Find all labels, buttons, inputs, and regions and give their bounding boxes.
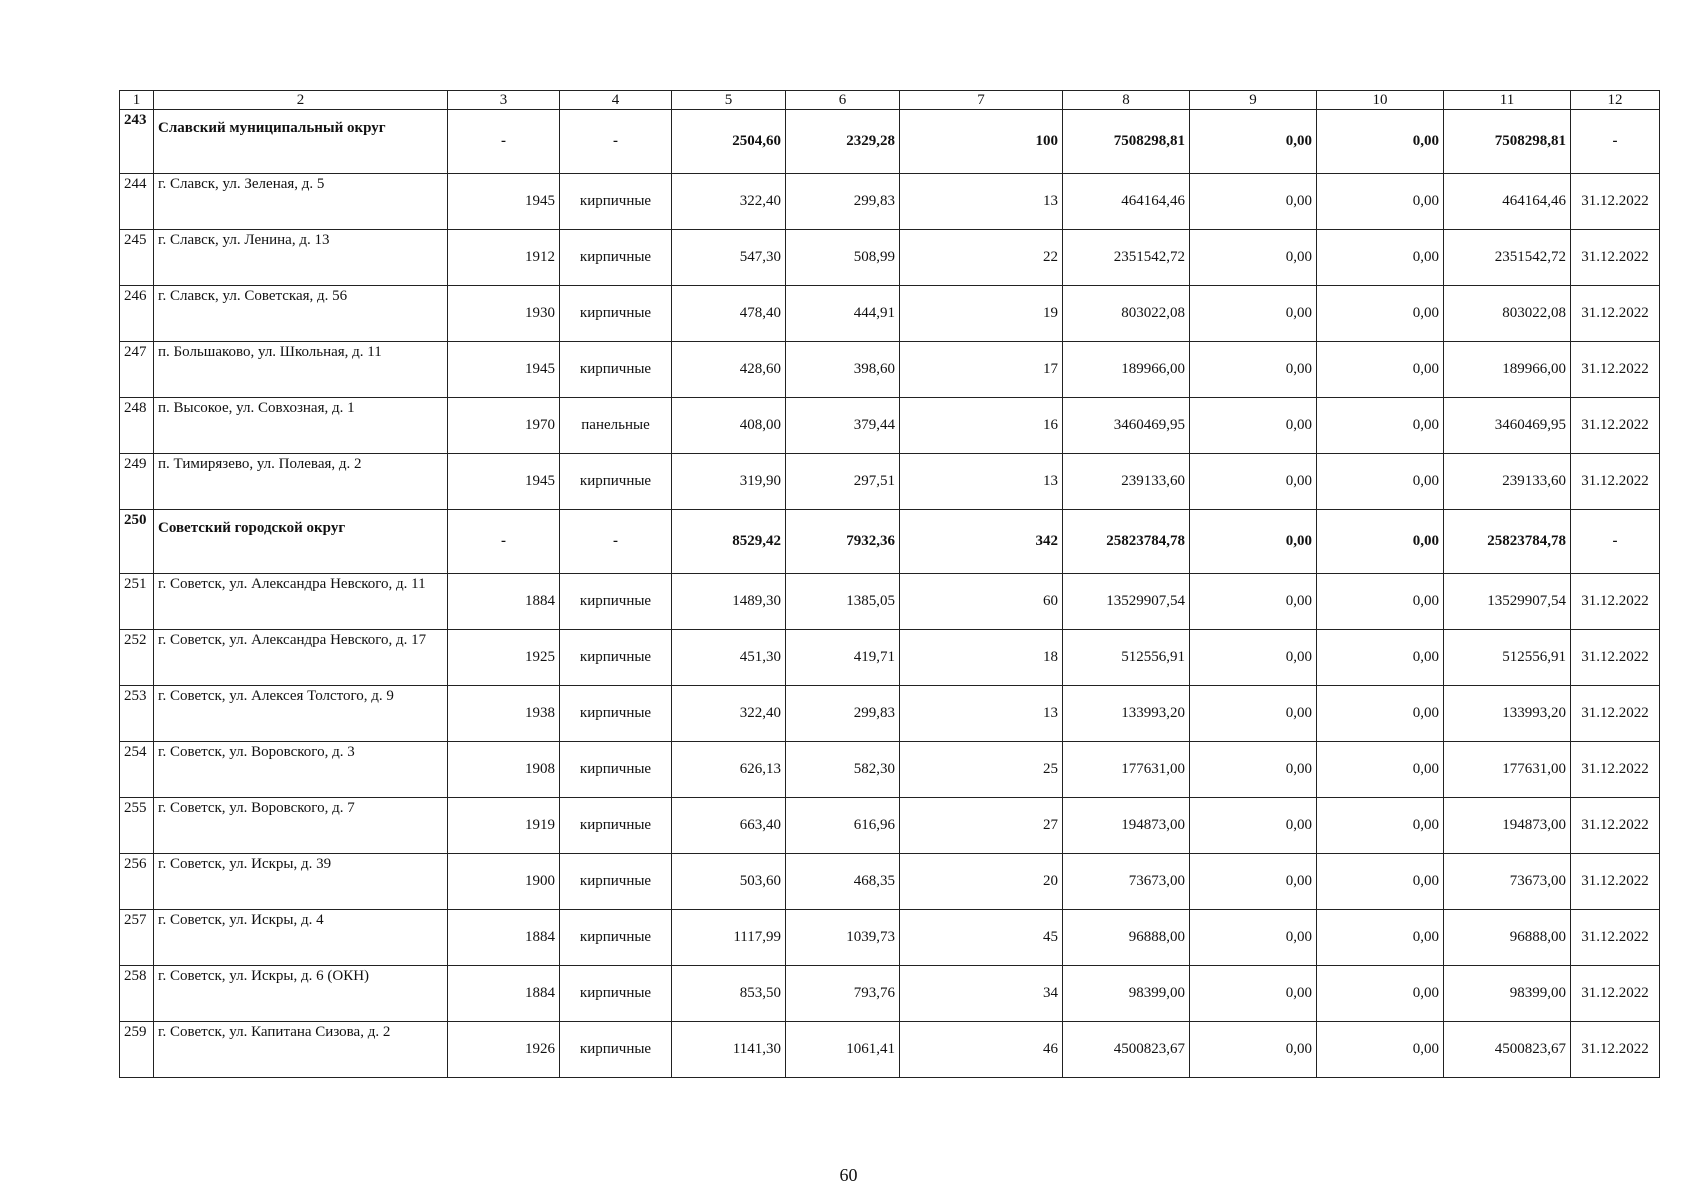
- address-cell: г. Советск, ул. Воровского, д. 7: [154, 798, 448, 854]
- total-area-cell: 853,50: [672, 966, 786, 1022]
- header-cell: 8: [1063, 91, 1190, 110]
- address-cell: г. Славск, ул. Ленина, д. 13: [154, 230, 448, 286]
- fund-cell: 0,00: [1190, 910, 1317, 966]
- deadline-cell: -: [1571, 110, 1660, 174]
- fund-cell: 0,00: [1317, 630, 1444, 686]
- living-area-cell: 793,76: [786, 966, 900, 1022]
- fund-cell: 0,00: [1190, 1022, 1317, 1078]
- total-area-cell: 503,60: [672, 854, 786, 910]
- deadline-cell: 31.12.2022: [1571, 798, 1660, 854]
- address-cell: г. Советск, ул. Алексея Толстого, д. 9: [154, 686, 448, 742]
- deadline-cell: 31.12.2022: [1571, 686, 1660, 742]
- address-cell: п. Тимирязево, ул. Полевая, д. 2: [154, 454, 448, 510]
- table-row: [120, 398, 1660, 454]
- residents-cell: 13: [900, 686, 1063, 742]
- fund-cell: 0,00: [1190, 686, 1317, 742]
- header-cell: 7: [900, 91, 1063, 110]
- residents-cell: 19: [900, 286, 1063, 342]
- row-number: 243: [120, 110, 154, 174]
- wall-material-cell: -: [560, 510, 672, 574]
- fund-cell: 0,00: [1317, 742, 1444, 798]
- wall-material-cell: кирпичные: [560, 798, 672, 854]
- year-cell: 1970: [448, 398, 560, 454]
- cost-cell: 98399,00: [1063, 966, 1190, 1022]
- row-number: 254: [120, 742, 154, 798]
- year-cell: -: [448, 510, 560, 574]
- living-area-cell: 444,91: [786, 286, 900, 342]
- cost-cell: 25823784,78: [1063, 510, 1190, 574]
- district-total-row: [120, 510, 1660, 574]
- living-area-cell: 468,35: [786, 854, 900, 910]
- table-row: [120, 854, 1660, 910]
- living-area-cell: 1061,41: [786, 1022, 900, 1078]
- row-number: 251: [120, 574, 154, 630]
- total-area-cell: 451,30: [672, 630, 786, 686]
- year-cell: 1884: [448, 574, 560, 630]
- address-cell: Славский муниципальный округ: [154, 110, 448, 174]
- wall-material-cell: кирпичные: [560, 342, 672, 398]
- year-cell: 1926: [448, 1022, 560, 1078]
- fund-cell: 0,00: [1190, 342, 1317, 398]
- wall-material-cell: панельные: [560, 398, 672, 454]
- total-cost-cell: 4500823,67: [1444, 1022, 1571, 1078]
- total-cost-cell: 25823784,78: [1444, 510, 1571, 574]
- deadline-cell: 31.12.2022: [1571, 398, 1660, 454]
- total-cost-cell: 464164,46: [1444, 174, 1571, 230]
- table-row: [120, 286, 1660, 342]
- residents-cell: 60: [900, 574, 1063, 630]
- row-number: 250: [120, 510, 154, 574]
- living-area-cell: 299,83: [786, 686, 900, 742]
- year-cell: 1884: [448, 910, 560, 966]
- living-area-cell: 508,99: [786, 230, 900, 286]
- fund-cell: 0,00: [1317, 110, 1444, 174]
- residents-cell: 16: [900, 398, 1063, 454]
- total-cost-cell: 133993,20: [1444, 686, 1571, 742]
- year-cell: -: [448, 110, 560, 174]
- cost-cell: 2351542,72: [1063, 230, 1190, 286]
- total-area-cell: 547,30: [672, 230, 786, 286]
- wall-material-cell: кирпичные: [560, 854, 672, 910]
- row-number: 248: [120, 398, 154, 454]
- deadline-cell: 31.12.2022: [1571, 174, 1660, 230]
- table-row: [120, 742, 1660, 798]
- table-row: [120, 174, 1660, 230]
- deadline-cell: 31.12.2022: [1571, 574, 1660, 630]
- table-row: [120, 230, 1660, 286]
- residents-cell: 13: [900, 174, 1063, 230]
- address-cell: п. Большаково, ул. Школьная, д. 11: [154, 342, 448, 398]
- total-area-cell: 478,40: [672, 286, 786, 342]
- deadline-cell: 31.12.2022: [1571, 854, 1660, 910]
- header-cell: 5: [672, 91, 786, 110]
- living-area-cell: 616,96: [786, 798, 900, 854]
- cost-cell: 3460469,95: [1063, 398, 1190, 454]
- residents-cell: 17: [900, 342, 1063, 398]
- living-area-cell: 582,30: [786, 742, 900, 798]
- header-cell: 6: [786, 91, 900, 110]
- cost-cell: 194873,00: [1063, 798, 1190, 854]
- table-body: [120, 110, 1660, 1078]
- row-number: 245: [120, 230, 154, 286]
- year-cell: 1900: [448, 854, 560, 910]
- year-cell: 1945: [448, 454, 560, 510]
- row-number: 257: [120, 910, 154, 966]
- deadline-cell: 31.12.2022: [1571, 286, 1660, 342]
- year-cell: 1945: [448, 342, 560, 398]
- residents-cell: 46: [900, 1022, 1063, 1078]
- row-number: 255: [120, 798, 154, 854]
- table-row: [120, 574, 1660, 630]
- cost-cell: 239133,60: [1063, 454, 1190, 510]
- fund-cell: 0,00: [1317, 854, 1444, 910]
- fund-cell: 0,00: [1190, 174, 1317, 230]
- total-cost-cell: 194873,00: [1444, 798, 1571, 854]
- deadline-cell: -: [1571, 510, 1660, 574]
- year-cell: 1908: [448, 742, 560, 798]
- cost-cell: 464164,46: [1063, 174, 1190, 230]
- cost-cell: 189966,00: [1063, 342, 1190, 398]
- address-cell: г. Советск, ул. Искры, д. 4: [154, 910, 448, 966]
- total-area-cell: 626,13: [672, 742, 786, 798]
- table-row: [120, 1022, 1660, 1078]
- fund-cell: 0,00: [1317, 574, 1444, 630]
- residents-cell: 27: [900, 798, 1063, 854]
- table-row: [120, 630, 1660, 686]
- header-cell: 12: [1571, 91, 1660, 110]
- fund-cell: 0,00: [1190, 742, 1317, 798]
- fund-cell: 0,00: [1190, 966, 1317, 1022]
- wall-material-cell: кирпичные: [560, 1022, 672, 1078]
- address-cell: г. Славск, ул. Зеленая, д. 5: [154, 174, 448, 230]
- fund-cell: 0,00: [1190, 454, 1317, 510]
- total-area-cell: 1489,30: [672, 574, 786, 630]
- row-number: 246: [120, 286, 154, 342]
- wall-material-cell: кирпичные: [560, 742, 672, 798]
- cost-cell: 803022,08: [1063, 286, 1190, 342]
- row-number: 252: [120, 630, 154, 686]
- table-row: [120, 910, 1660, 966]
- residents-cell: 34: [900, 966, 1063, 1022]
- cost-cell: 512556,91: [1063, 630, 1190, 686]
- fund-cell: 0,00: [1190, 286, 1317, 342]
- row-number: 249: [120, 454, 154, 510]
- deadline-cell: 31.12.2022: [1571, 910, 1660, 966]
- fund-cell: 0,00: [1317, 966, 1444, 1022]
- table-row: [120, 798, 1660, 854]
- address-cell: Советский городской округ: [154, 510, 448, 574]
- housing-register-table: [119, 90, 1660, 1078]
- fund-cell: 0,00: [1317, 342, 1444, 398]
- row-number: 253: [120, 686, 154, 742]
- total-cost-cell: 189966,00: [1444, 342, 1571, 398]
- fund-cell: 0,00: [1317, 398, 1444, 454]
- header-cell: 10: [1317, 91, 1444, 110]
- year-cell: 1945: [448, 174, 560, 230]
- row-number: 258: [120, 966, 154, 1022]
- address-cell: г. Советск, ул. Капитана Сизова, д. 2: [154, 1022, 448, 1078]
- row-number: 247: [120, 342, 154, 398]
- table-row: [120, 966, 1660, 1022]
- table-row: [120, 454, 1660, 510]
- wall-material-cell: кирпичные: [560, 230, 672, 286]
- column-number-header: [120, 91, 1660, 110]
- cost-cell: 4500823,67: [1063, 1022, 1190, 1078]
- address-cell: г. Советск, ул. Искры, д. 39: [154, 854, 448, 910]
- residents-cell: 25: [900, 742, 1063, 798]
- year-cell: 1912: [448, 230, 560, 286]
- row-number: 256: [120, 854, 154, 910]
- year-cell: 1884: [448, 966, 560, 1022]
- total-area-cell: 1117,99: [672, 910, 786, 966]
- living-area-cell: 1385,05: [786, 574, 900, 630]
- address-cell: п. Высокое, ул. Совхозная, д. 1: [154, 398, 448, 454]
- fund-cell: 0,00: [1190, 110, 1317, 174]
- address-cell: г. Советск, ул. Искры, д. 6 (ОКН): [154, 966, 448, 1022]
- total-area-cell: 8529,42: [672, 510, 786, 574]
- total-area-cell: 408,00: [672, 398, 786, 454]
- deadline-cell: 31.12.2022: [1571, 630, 1660, 686]
- header-cell: 4: [560, 91, 672, 110]
- fund-cell: 0,00: [1317, 454, 1444, 510]
- fund-cell: 0,00: [1317, 286, 1444, 342]
- living-area-cell: 7932,36: [786, 510, 900, 574]
- fund-cell: 0,00: [1190, 574, 1317, 630]
- district-total-row: [120, 110, 1660, 174]
- total-cost-cell: 7508298,81: [1444, 110, 1571, 174]
- page-number: 60: [839, 1165, 858, 1185]
- total-cost-cell: 98399,00: [1444, 966, 1571, 1022]
- cost-cell: 7508298,81: [1063, 110, 1190, 174]
- header-cell: 1: [120, 91, 154, 110]
- deadline-cell: 31.12.2022: [1571, 1022, 1660, 1078]
- living-area-cell: 2329,28: [786, 110, 900, 174]
- fund-cell: 0,00: [1317, 230, 1444, 286]
- total-cost-cell: 73673,00: [1444, 854, 1571, 910]
- total-area-cell: 322,40: [672, 174, 786, 230]
- fund-cell: 0,00: [1190, 630, 1317, 686]
- fund-cell: 0,00: [1190, 230, 1317, 286]
- year-cell: 1919: [448, 798, 560, 854]
- header-cell: 9: [1190, 91, 1317, 110]
- residents-cell: 22: [900, 230, 1063, 286]
- residents-cell: 45: [900, 910, 1063, 966]
- deadline-cell: 31.12.2022: [1571, 342, 1660, 398]
- total-cost-cell: 2351542,72: [1444, 230, 1571, 286]
- living-area-cell: 297,51: [786, 454, 900, 510]
- header-cell: 11: [1444, 91, 1571, 110]
- fund-cell: 0,00: [1317, 686, 1444, 742]
- document-sheet: [119, 90, 1659, 1078]
- header-cell: 2: [154, 91, 448, 110]
- table-row: [120, 686, 1660, 742]
- cost-cell: 13529907,54: [1063, 574, 1190, 630]
- cost-cell: 96888,00: [1063, 910, 1190, 966]
- year-cell: 1938: [448, 686, 560, 742]
- living-area-cell: 299,83: [786, 174, 900, 230]
- row-number: 244: [120, 174, 154, 230]
- living-area-cell: 398,60: [786, 342, 900, 398]
- fund-cell: 0,00: [1190, 398, 1317, 454]
- fund-cell: 0,00: [1190, 510, 1317, 574]
- wall-material-cell: кирпичные: [560, 966, 672, 1022]
- total-area-cell: 428,60: [672, 342, 786, 398]
- fund-cell: 0,00: [1317, 1022, 1444, 1078]
- residents-cell: 18: [900, 630, 1063, 686]
- address-cell: г. Советск, ул. Александра Невского, д. 17: [154, 630, 448, 686]
- deadline-cell: 31.12.2022: [1571, 966, 1660, 1022]
- residents-cell: 13: [900, 454, 1063, 510]
- year-cell: 1930: [448, 286, 560, 342]
- total-area-cell: 319,90: [672, 454, 786, 510]
- total-cost-cell: 803022,08: [1444, 286, 1571, 342]
- deadline-cell: 31.12.2022: [1571, 230, 1660, 286]
- address-cell: г. Советск, ул. Александра Невского, д. 11: [154, 574, 448, 630]
- total-area-cell: 2504,60: [672, 110, 786, 174]
- total-cost-cell: 13529907,54: [1444, 574, 1571, 630]
- fund-cell: 0,00: [1317, 798, 1444, 854]
- wall-material-cell: -: [560, 110, 672, 174]
- header-cell: 3: [448, 91, 560, 110]
- year-cell: 1925: [448, 630, 560, 686]
- total-cost-cell: 177631,00: [1444, 742, 1571, 798]
- total-area-cell: 663,40: [672, 798, 786, 854]
- living-area-cell: 379,44: [786, 398, 900, 454]
- living-area-cell: 419,71: [786, 630, 900, 686]
- wall-material-cell: кирпичные: [560, 630, 672, 686]
- row-number: 259: [120, 1022, 154, 1078]
- total-area-cell: 1141,30: [672, 1022, 786, 1078]
- address-cell: г. Славск, ул. Советская, д. 56: [154, 286, 448, 342]
- residents-cell: 20: [900, 854, 1063, 910]
- fund-cell: 0,00: [1190, 798, 1317, 854]
- wall-material-cell: кирпичные: [560, 686, 672, 742]
- residents-cell: 342: [900, 510, 1063, 574]
- fund-cell: 0,00: [1317, 910, 1444, 966]
- fund-cell: 0,00: [1190, 854, 1317, 910]
- deadline-cell: 31.12.2022: [1571, 454, 1660, 510]
- residents-cell: 100: [900, 110, 1063, 174]
- total-cost-cell: 3460469,95: [1444, 398, 1571, 454]
- fund-cell: 0,00: [1317, 510, 1444, 574]
- wall-material-cell: кирпичные: [560, 910, 672, 966]
- total-cost-cell: 96888,00: [1444, 910, 1571, 966]
- living-area-cell: 1039,73: [786, 910, 900, 966]
- deadline-cell: 31.12.2022: [1571, 742, 1660, 798]
- wall-material-cell: кирпичные: [560, 454, 672, 510]
- table-row: [120, 342, 1660, 398]
- wall-material-cell: кирпичные: [560, 286, 672, 342]
- cost-cell: 133993,20: [1063, 686, 1190, 742]
- wall-material-cell: кирпичные: [560, 174, 672, 230]
- total-cost-cell: 512556,91: [1444, 630, 1571, 686]
- total-area-cell: 322,40: [672, 686, 786, 742]
- fund-cell: 0,00: [1317, 174, 1444, 230]
- cost-cell: 73673,00: [1063, 854, 1190, 910]
- total-cost-cell: 239133,60: [1444, 454, 1571, 510]
- address-cell: г. Советск, ул. Воровского, д. 3: [154, 742, 448, 798]
- wall-material-cell: кирпичные: [560, 574, 672, 630]
- cost-cell: 177631,00: [1063, 742, 1190, 798]
